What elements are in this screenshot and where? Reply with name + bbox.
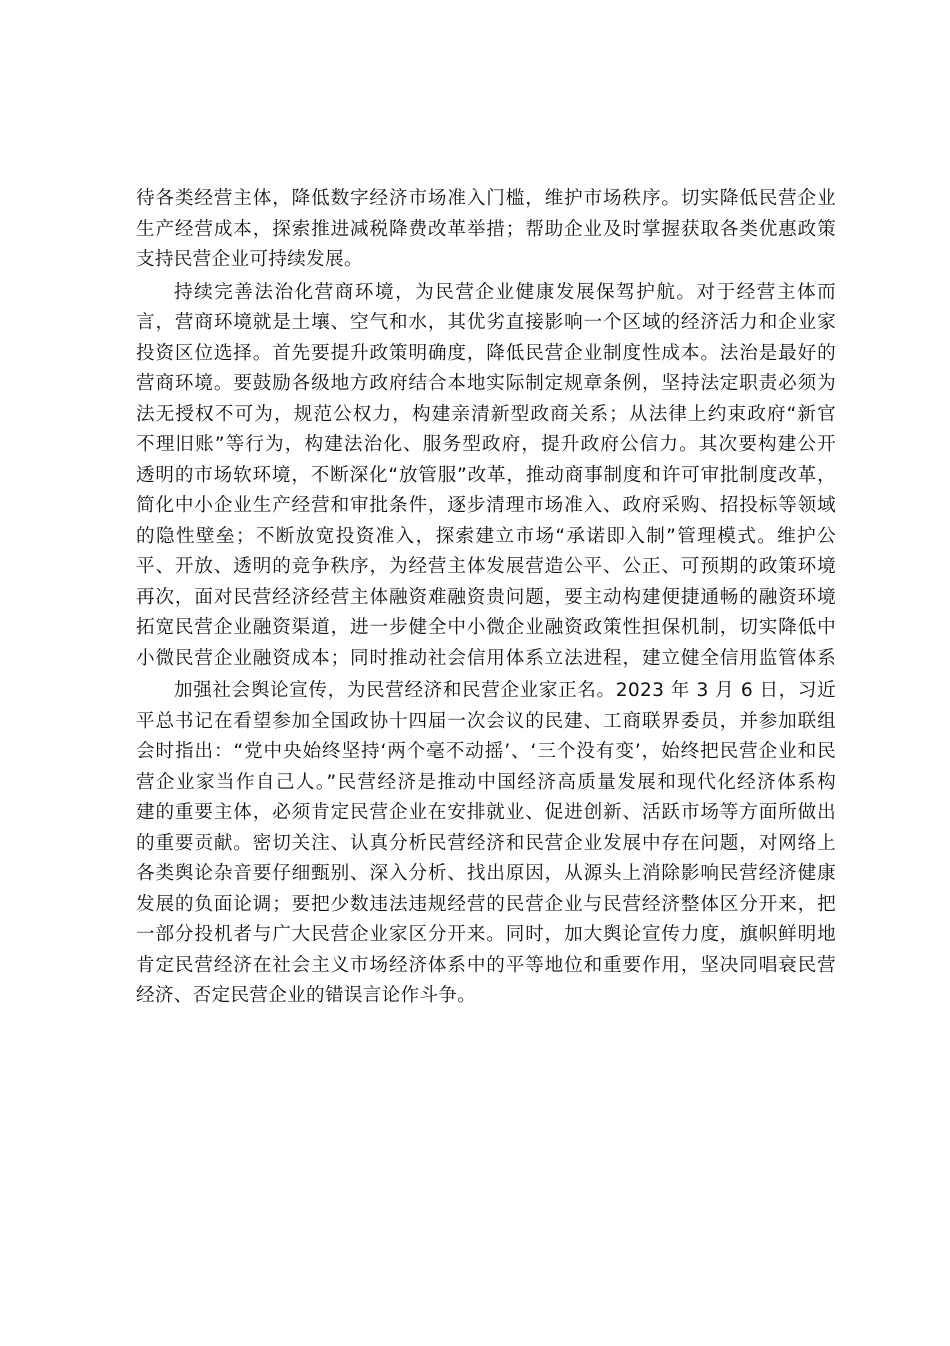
text-line: 小微民营企业融资成本；同时推动社会信用体系立法进程，建立健全信用监管体系	[136, 647, 836, 669]
text-line: 的隐性壁垒；不断放宽投资准入，探索建立市场“承诺即入制”管理模式。维护公	[136, 525, 836, 547]
paragraph-2	[136, 278, 836, 675]
paragraph-1	[136, 184, 836, 276]
text-line: 再次，面对民营经济经营主体融资难融资贵问题，要主动构建便捷通畅的融资环境	[136, 586, 836, 608]
text-line: 的重要贡献。密切关注、认真分析民营经济和民营企业发展中存在问题，对网络上	[136, 832, 836, 854]
text-line: 持续完善法治化营商环境，为民营企业健康发展保驾护航。对于经营主体而	[174, 281, 836, 303]
text-line: 不理旧账”等行为，构建法治化、服务型政府，提升政府公信力。其次要构建公开	[136, 434, 836, 455]
text-line: 简化中小企业生产经营和审批条件，逐步清理市场准入、政府采购、招投标等领域	[136, 495, 836, 516]
text-line: 各类舆论杂音要仔细甄别、深入分析、找出原因，从源头上消除影响民营经济健康	[136, 863, 836, 884]
text-line: 平总书记在看望参加全国政协十四届一次会议的民建、工商联界委员，并参加联组	[136, 710, 836, 732]
text-line: 拓宽民营企业融资渠道，进一步健全中小微企业融资政策性担保机制，切实降低中	[136, 617, 836, 638]
text-line: 营企业家当作自己人。”民营经济是推动中国经济高质量发展和现代化经济体系构	[136, 771, 836, 793]
text-line: 投资区位选择。首先要提升政策明确度，降低民营企业制度性成本。法治是最好的	[136, 342, 836, 364]
text-line: 法无授权不可为，规范公权力，构建亲清新型政商关系；从法律上约束政府“新官	[136, 403, 836, 425]
text-line: 待各类经营主体，降低数字经济市场准入门槛，维护市场秩序。切实降低民营企业	[136, 188, 836, 209]
text-line: 支持民营企业可持续发展。	[136, 249, 363, 270]
text-line: 发展的负面论调；要把少数违法违规经营的民营企业与民营经济整体区分开来，把	[136, 893, 836, 915]
text-line: 建的重要主体，必须肯定民营企业在安排就业、促进创新、活跃市场等方面所做出	[136, 802, 836, 823]
text-line: 平、开放、透明的竞争秩序，为经营主体发展营造公平、公正、可预期的政策环境	[136, 556, 836, 577]
text-line: 透明的市场软环境，不断深化“放管服”改革，推动商事制度和许可审批制度改革，	[136, 464, 836, 486]
text-line: 会时指出：“党中央始终坚持‘两个毫不动摇’、‘三个没有变’，始终把民营企业和民	[136, 741, 836, 762]
text-line: 生产经营成本，探索推进减税降费改革举措；帮助企业及时掌握获取各类优惠政策	[136, 218, 836, 240]
text-line: 言，营商环境就是土壤、空气和水，其优劣直接影响一个区域的经济活力和企业家	[136, 312, 836, 333]
text-line: 肯定民营经济在社会主义市场经济体系中的平等地位和重要作用，坚决同唱衰民营	[136, 954, 836, 976]
text-line: 加强社会舆论宣传，为民营经济和民营企业家正名。2023 年 3 月 6 日，习近	[174, 680, 836, 701]
text-line: 经济、否定民营企业的错误言论作斗争。	[136, 985, 477, 1006]
text-line: 营商环境。要鼓励各级地方政府结合本地实际制定规章条例，坚持法定职责必须为	[136, 373, 836, 394]
paragraph-3	[136, 676, 836, 1012]
document-body	[136, 184, 836, 1012]
text-line: 一部分投机者与广大民营企业家区分开来。同时，加大舆论宣传力度，旗帜鲜明地	[136, 924, 836, 945]
